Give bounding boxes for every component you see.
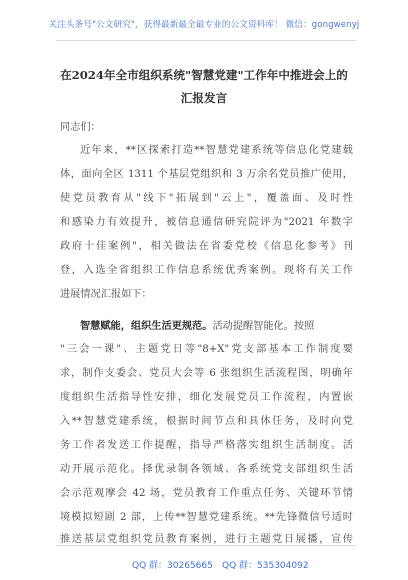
body-line: 使党员教育从"线下"拓展到"云上"，覆盖面、及时性 [60,193,353,204]
body-line: 推送基层党组织党员教育案例，进行主题党日展播，宣传 [60,534,353,545]
body-text: 活动提醒智能化。按照 [212,321,315,332]
body-line: 进展情况汇报如下： [60,289,152,300]
body-line: 会示范观摩会 42 场，党员教育工作重点任务、关键环节情 [60,488,353,499]
body-line: 体，面向全区 1311 个基层党组织和 3 万余名党员推广使用， [60,169,353,180]
body-line: "三会一课"、主题党日等"8+X"党支部基本工作制度要 [60,344,353,355]
section-paragraph-first-line [80,320,314,333]
salutation: 同志们： [60,122,101,133]
document-title-line-1: 在2024年全市组织系统"智慧党建"工作年中推进会上的 [60,68,348,82]
body-line: 近年来，**区探索打造**智慧党建系统等信息化党建载 [80,145,353,156]
footer-qq-group-1: QQ 群：30265665 [132,561,213,571]
document-title-line-2: 汇报发言 [180,91,228,105]
body-line: 度组织生活指导性安排，细化发展党员工作流程，内置嵌 [60,392,353,403]
body-line: 境模拟短剧 2 部，上传**智慧党建系统。**先锋微信号适时 [60,512,353,523]
body-line: 登，入选全省组织工作信息系统优秀案例。现将有关工作 [60,265,353,276]
footer-divider [56,545,356,546]
body-line: 动开展示范化。择优录制各领域、各系统党支部组织生活 [60,464,353,475]
body-line: 入**智慧党建系统，根据时间节点和具体任务，及时向党 [60,416,353,427]
body-line: 求，制作支委会、党员大会等 6 张组织生活流程图，明确年 [60,368,353,379]
body-line: 和感染力有效提升，被信息通信研究院评为"2021 年数字 [60,217,353,228]
footer-qq-group-2: QQ 群：535304092 [222,561,309,571]
body-line: 务工作者发送工作提醒，指导严格落实组织生活制度。活 [60,440,353,451]
section-heading: 智慧赋能，组织生活更规范。 [80,320,213,332]
body-line: 政府十佳案例"，相关做法在省委党校《信息化参考》刊 [60,241,353,252]
header-banner: 关注头条号"公文研究"，获得最新最全最专业的公文资料库！ 微信：gongwenyj [48,20,360,30]
header-divider [56,40,356,41]
